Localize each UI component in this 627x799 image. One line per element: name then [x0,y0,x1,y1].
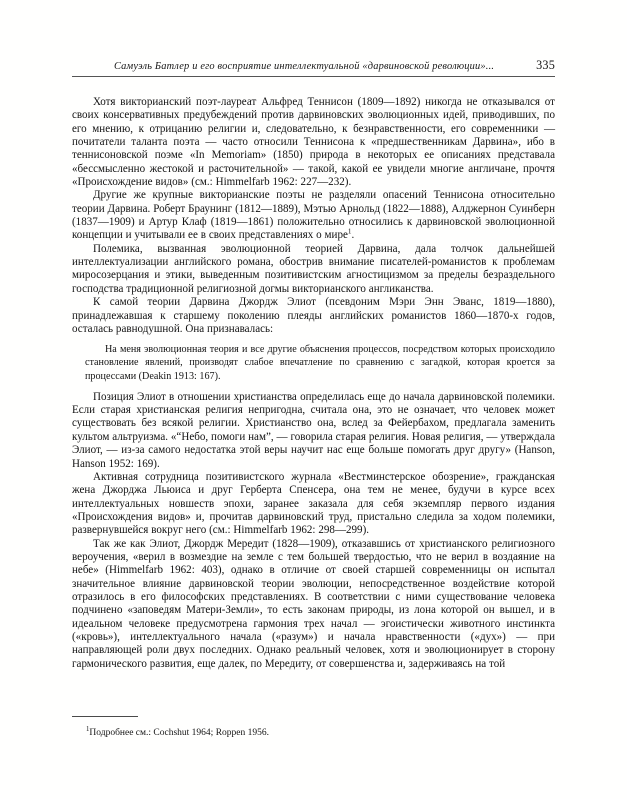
paragraph-eliot-intro: К самой теории Дарвина Джордж Элиот (псевдоним Мэри Энн Эванс, 1819—1880), принадлежавшая к старшему поколению плеяды английских романистов 1860—1870-х годов, осталась равнодушной. Она признавалась: [72,296,555,335]
footnote-area [72,716,555,739]
paragraph-tennyson: Хотя викторианский поэт-лауреат Альфред Теннисон (1809—1892) никогда не отказывался от своих консервативных предубеждений против дарвиновских эволюционных идей, приводивших, по его мнению, к отрицанию религии и, следовательно, к безнравственности, его современники — почитатели таланта поэта — часто относили Теннисона к «предшественникам Дарвина», ибо в теннисоновской поэме «In Memoriam» (1850) природа в некоторых ее описаниях представала «бессмысленно жестокой и расточительной» — такой, какой ее увидели многие англичане, прочтя «Происхождение видов» (см.: Himmelfarb 1962: 227—232). [72,96,555,189]
quote-spacer-top [72,336,555,343]
paragraph-eliot-christianity: Позиция Элиот в отношении христианства определилась еще до начала дарвиновской полемики. Если старая христианская религия непригодна, считала она, это не означает, что человек может существовать без всякой религии. Христианство она, вслед за Фейербахом, предлагала заменить культом альтруизма. «“Небо, помоги нам”, — говорила старая религия. Новая религия, — утверждала Элиот, — из-за самого недостатка этой веры научит нас еще больше помогать друг другу» (Hanson, Hanson 1952: 169). [72,390,555,470]
paragraph-meredith: Так же как Элиот, Джордж Мередит (1828—1909), отказавшись от христианского религиозного вероучения, «верил в возмездие на земле с тем большей твердостью, что не верил в воздаяние на небе» (Himmelfarb 1962: 403), однако в отличие от своей старшей современницы он испытал значительное влияние дарвиновской теории эволюции, непосредственное воздействие которой отразилось в его философских представлениях. В соответствии с ними существование человека подчинено «заповедям Матери-Земли», то есть законам природы, из лона которой он вышел, и в идеальном человеке предусмотрена гармония трех начал — эгоистически животного инстинкта («кровь»), интеллектуального начала («разум») и начала нравственности («дух») — при направляющей роли двух последних. Однако реальный человек, хотя и эволюционирует в сторону гармонического развития, еще далек, по Мередиту, от совершенства и, задерживаясь на той [72,537,555,670]
header-divider-rule [72,76,555,77]
footnote-number: 1 [86,725,90,733]
footnote-reference-1[interactable]: 1 [347,227,352,236]
page-number: 335 [536,58,555,72]
main-text-block [72,96,555,671]
running-head-title: Самуэль Батлер и его восприятие интеллектуальной «дарвиновской революции»... [114,61,495,72]
paragraph-other-poets [72,189,555,242]
paragraph-other-poets-period: . [351,229,355,242]
paragraph-westminster-review: Активная сотрудница позитивистского журнала «Вестминстерское обозрение», гражданская жена Джорджа Льюиса и друг Герберта Спенсера, она тем не менее, будучи в курсе всех интеллектуальных новшеств эпохи, заранее заказала для себя экземпляр первого издания «Происхождения видов» и, прочитав дарвиновский труд, пристально следила за ходом полемики, развернувшейся вокруг него (см.: Himmelfarb 1962: 298—299). [72,470,555,537]
blockquote-deakin: На меня эволюционная теория и все другие объяснения процессов, посредством которых происходило становление явлений, производят слабое впечатление по сравнению с загадкой, которая кроется за процессами (Deakin 1913: 167). [85,344,555,382]
footnote-separator-rule [72,716,138,717]
paragraph-polemic: Полемика, вызванная эволюционной теорией Дарвина, дала толчок дальнейшей интеллектуализации английского романа, обострив внимание писателей-романистов к проблемам миросозерцания и этики, выведенным позитивистским агностицизмом за пределы безраздельного господства традиционной религиозной догмы викторианского англиканства. [72,242,555,295]
running-head [72,58,555,73]
footnote-body-text: Подробнее см.: Cochshut 1964; Roppen 1956. [89,728,270,738]
footnote-entry [72,727,555,739]
paragraph-other-poets-text: Другие же крупные викторианские поэты не разделяли опасений Теннисона относительно теории Дарвина. Роберт Браунинг (1812—1889), Мэтью Арнольд (1822—1888), Алджернон Суинберн (1837—1909) и Артур Клаф (1819—1861) положительно относились к дарвиновской эволюционной концепции и учитывали ее в своих представлениях о мире [72,189,555,242]
quote-spacer-bottom [72,383,555,391]
